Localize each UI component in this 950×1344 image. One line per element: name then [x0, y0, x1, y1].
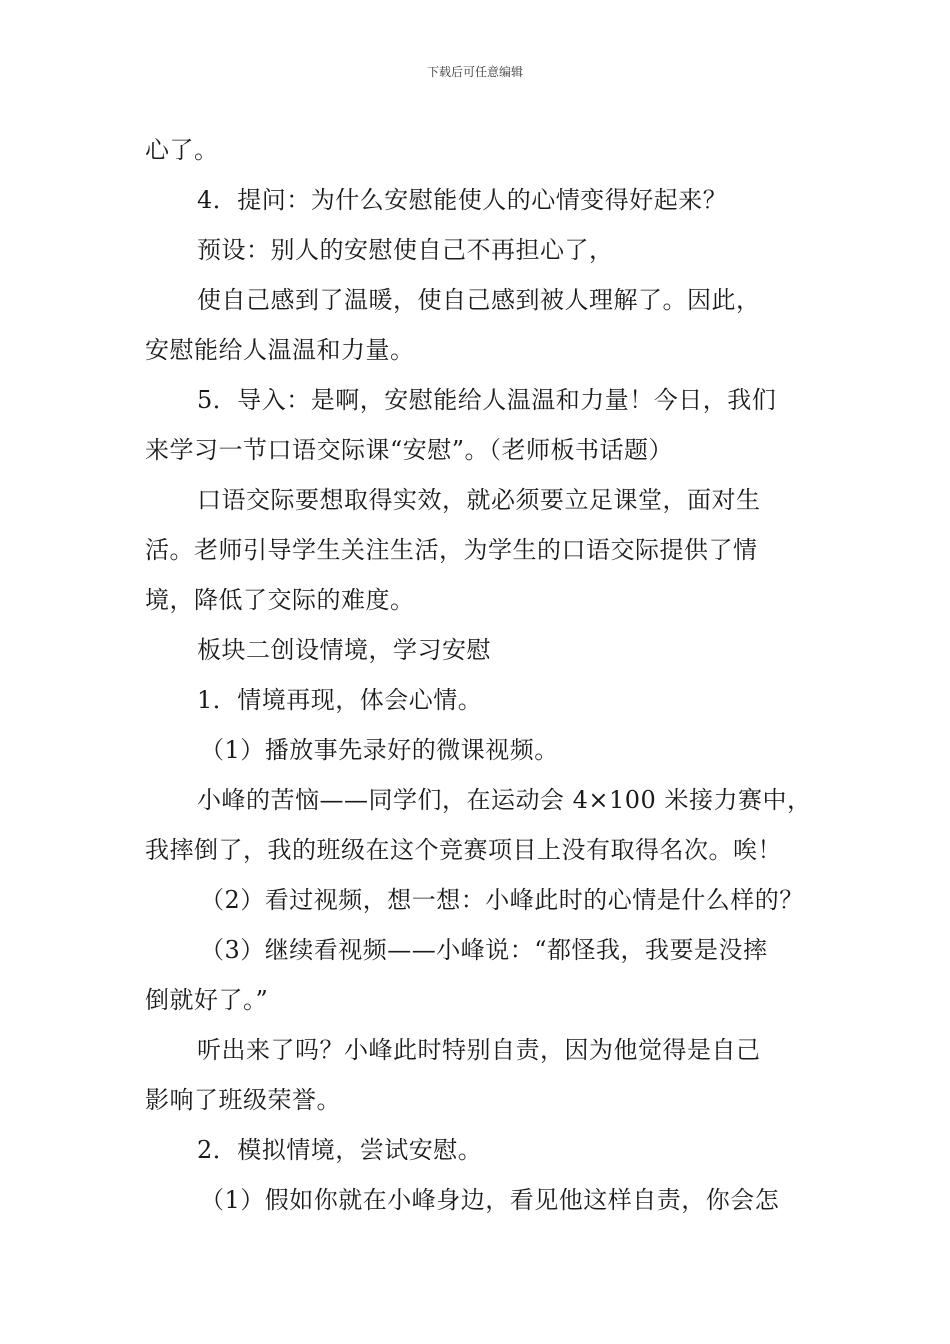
text-line: 预设：别人的安慰使自己不再担心了， [197, 236, 614, 264]
text-line: 安慰能给人温温和力量。 [145, 336, 415, 364]
text-line: 小峰的苦恼——同学们，在运动会 4×100 米接力赛中， [197, 786, 812, 814]
text-line: 影响了班级荣誉。 [145, 1086, 341, 1114]
text-line: 口语交际要想取得实效，就必须要立足课堂，面对生 [197, 486, 761, 514]
text-line: （2）看过视频，想一想：小峰此时的心情是什么样的？ [200, 886, 804, 914]
text-line: 2．模拟情境，尝试安慰。 [197, 1136, 483, 1164]
text-line: 倒就好了。” [145, 986, 269, 1014]
text-line: 境，降低了交际的难度。 [145, 586, 415, 614]
text-line: 活。老师引导学生关注生活，为学生的口语交际提供了情 [145, 536, 758, 564]
text-line: 听出来了吗？小峰此时特别自责，因为他觉得是自己 [197, 1036, 761, 1064]
text-line: 1．情境再现，体会心情。 [197, 686, 483, 714]
text-line: 4．提问：为什么安慰能使人的心情变得好起来？ [197, 186, 728, 214]
text-line: 来学习一节口语交际课“安慰”。（老师板书话题） [145, 436, 674, 464]
text-line: 使自己感到了温暖，使自己感到被人理解了。因此， [197, 286, 761, 314]
page-header-note: 下载后可任意编辑 [426, 65, 523, 79]
text-line: （1）假如你就在小峰身边，看见他这样自责，你会怎 [200, 1186, 780, 1214]
text-line: （3）继续看视频——小峰说：“都怪我，我要是没摔 [200, 936, 768, 964]
text-line: 我摔倒了，我的班级在这个竞赛项目上没有取得名次。唉！ [145, 836, 782, 864]
text-line: 心了。 [145, 136, 219, 164]
text-line: （1）播放事先录好的微课视频。 [200, 736, 559, 764]
section-heading: 板块二创设情境，学习安慰 [197, 636, 491, 664]
text-line: 5．导入：是啊，安慰能给人温温和力量！今日，我们 [197, 386, 777, 414]
